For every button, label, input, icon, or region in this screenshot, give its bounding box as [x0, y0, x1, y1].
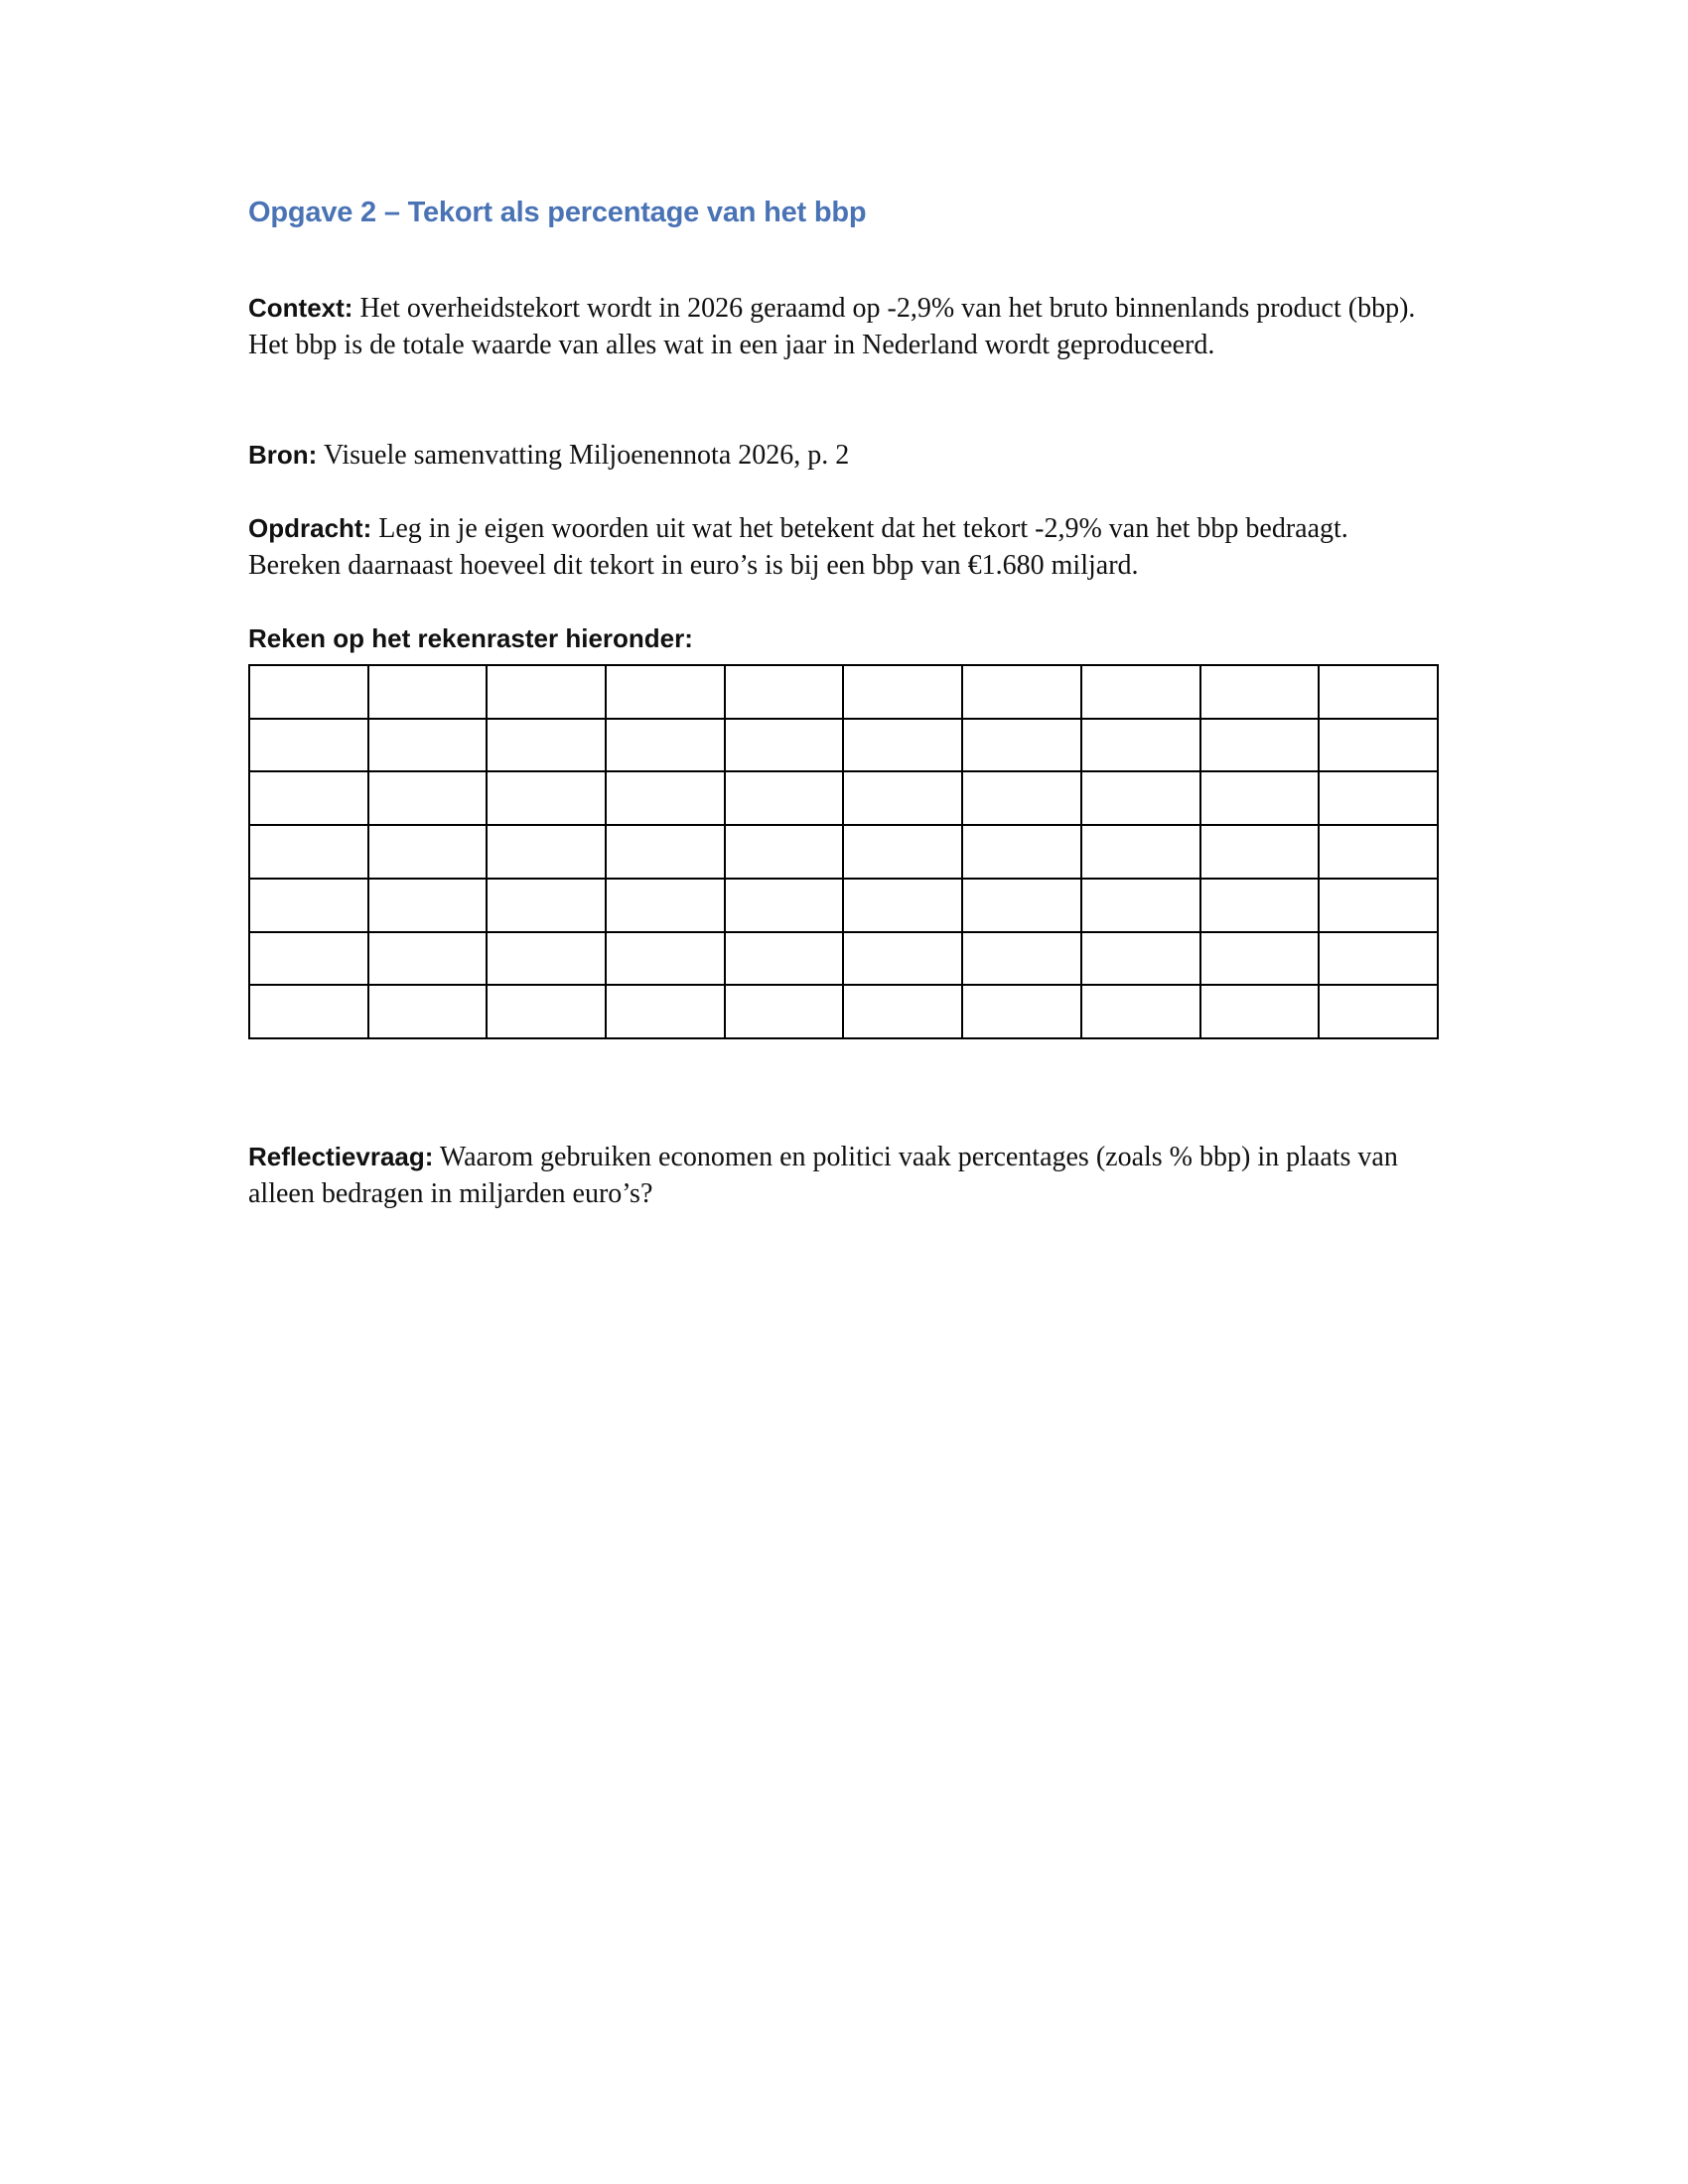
- grid-cell: [725, 771, 844, 825]
- grid-cell: [725, 665, 844, 719]
- grid-cell: [368, 932, 488, 986]
- source-paragraph: [248, 437, 1440, 474]
- grid-cell: [1319, 879, 1438, 932]
- grid-cell: [487, 771, 606, 825]
- grid-cell: [962, 825, 1081, 879]
- grid-cell: [368, 825, 488, 879]
- grid-cell: [962, 985, 1081, 1038]
- grid-cell: [843, 825, 962, 879]
- grid-cell: [1081, 879, 1200, 932]
- grid-cell: [1200, 932, 1320, 986]
- grid-row: [249, 879, 1438, 932]
- source-text: Visuele samenvatting Miljoenennota 2026, p. 2: [317, 440, 850, 471]
- calculation-grid-body: [249, 665, 1438, 1038]
- grid-cell: [1081, 825, 1200, 879]
- grid-cell: [249, 771, 368, 825]
- grid-cell: [368, 879, 488, 932]
- grid-cell: [606, 825, 725, 879]
- grid-cell: [606, 665, 725, 719]
- grid-cell: [1319, 985, 1438, 1038]
- grid-cell: [1200, 825, 1320, 879]
- grid-cell: [725, 932, 844, 986]
- grid-row: [249, 932, 1438, 986]
- grid-cell: [1081, 771, 1200, 825]
- context-paragraph: [248, 290, 1440, 363]
- grid-cell: [1200, 985, 1320, 1038]
- grid-row: [249, 665, 1438, 719]
- grid-cell: [1200, 719, 1320, 772]
- grid-cell: [487, 879, 606, 932]
- grid-cell: [606, 879, 725, 932]
- grid-cell: [249, 665, 368, 719]
- grid-cell: [1200, 771, 1320, 825]
- grid-cell: [249, 825, 368, 879]
- grid-cell: [962, 719, 1081, 772]
- grid-cell: [843, 985, 962, 1038]
- grid-cell: [606, 985, 725, 1038]
- grid-cell: [843, 932, 962, 986]
- grid-row: [249, 771, 1438, 825]
- grid-cell: [1200, 879, 1320, 932]
- grid-cell: [725, 985, 844, 1038]
- grid-cell: [487, 932, 606, 986]
- grid-cell: [1319, 825, 1438, 879]
- grid-cell: [843, 719, 962, 772]
- grid-cell: [487, 719, 606, 772]
- reflection-paragraph: [248, 1139, 1440, 1212]
- grid-cell: [725, 879, 844, 932]
- grid-cell: [606, 771, 725, 825]
- grid-cell: [962, 932, 1081, 986]
- task-label: Opdracht:: [248, 513, 372, 543]
- grid-cell: [249, 985, 368, 1038]
- assignment-title: Opgave 2 – Tekort als percentage van het bbp: [248, 197, 867, 228]
- grid-cell: [1319, 932, 1438, 986]
- grid-cell: [962, 665, 1081, 719]
- grid-cell: [368, 665, 488, 719]
- grid-cell: [487, 825, 606, 879]
- task-paragraph: [248, 510, 1440, 584]
- task-text: Leg in je eigen woorden uit wat het betekent dat het tekort -2,9% van het bbp bedraagt. Bereken daarnaast hoeveel dit tekort in euro’s is bij een bbp van €1.680 miljard.: [248, 513, 1348, 581]
- grid-cell: [843, 879, 962, 932]
- grid-cell: [606, 932, 725, 986]
- grid-cell: [606, 719, 725, 772]
- grid-cell: [1081, 985, 1200, 1038]
- calculation-grid-label: Reken op het rekenraster hieronder:: [248, 623, 693, 653]
- grid-cell: [725, 719, 844, 772]
- grid-cell: [249, 719, 368, 772]
- context-label: Context:: [248, 293, 353, 323]
- grid-cell: [487, 985, 606, 1038]
- calculation-grid: [248, 664, 1439, 1039]
- grid-cell: [1319, 719, 1438, 772]
- grid-cell: [1200, 665, 1320, 719]
- grid-cell: [1319, 771, 1438, 825]
- grid-cell: [962, 879, 1081, 932]
- grid-cell: [368, 771, 488, 825]
- reflection-label: Reflectievraag:: [248, 1142, 434, 1171]
- grid-cell: [843, 665, 962, 719]
- grid-cell: [1081, 719, 1200, 772]
- grid-row: [249, 825, 1438, 879]
- context-text: Het overheidstekort wordt in 2026 geraamd op -2,9% van het bruto binnenlands product (bbp). Het bbp is de totale waarde van alles wat in een jaar in Nederland wordt geproduceerd.: [248, 293, 1416, 360]
- grid-row: [249, 985, 1438, 1038]
- grid-cell: [368, 719, 488, 772]
- reflection-text: Waarom gebruiken economen en politici vaak percentages (zoals % bbp) in plaats van alleen bedragen in miljarden euro’s?: [248, 1142, 1398, 1209]
- grid-cell: [962, 771, 1081, 825]
- grid-cell: [725, 825, 844, 879]
- grid-cell: [1081, 932, 1200, 986]
- grid-row: [249, 719, 1438, 772]
- source-label: Bron:: [248, 440, 318, 470]
- grid-cell: [1319, 665, 1438, 719]
- grid-cell: [249, 879, 368, 932]
- grid-cell: [249, 932, 368, 986]
- grid-cell: [368, 985, 488, 1038]
- grid-cell: [843, 771, 962, 825]
- grid-cell: [487, 665, 606, 719]
- grid-cell: [1081, 665, 1200, 719]
